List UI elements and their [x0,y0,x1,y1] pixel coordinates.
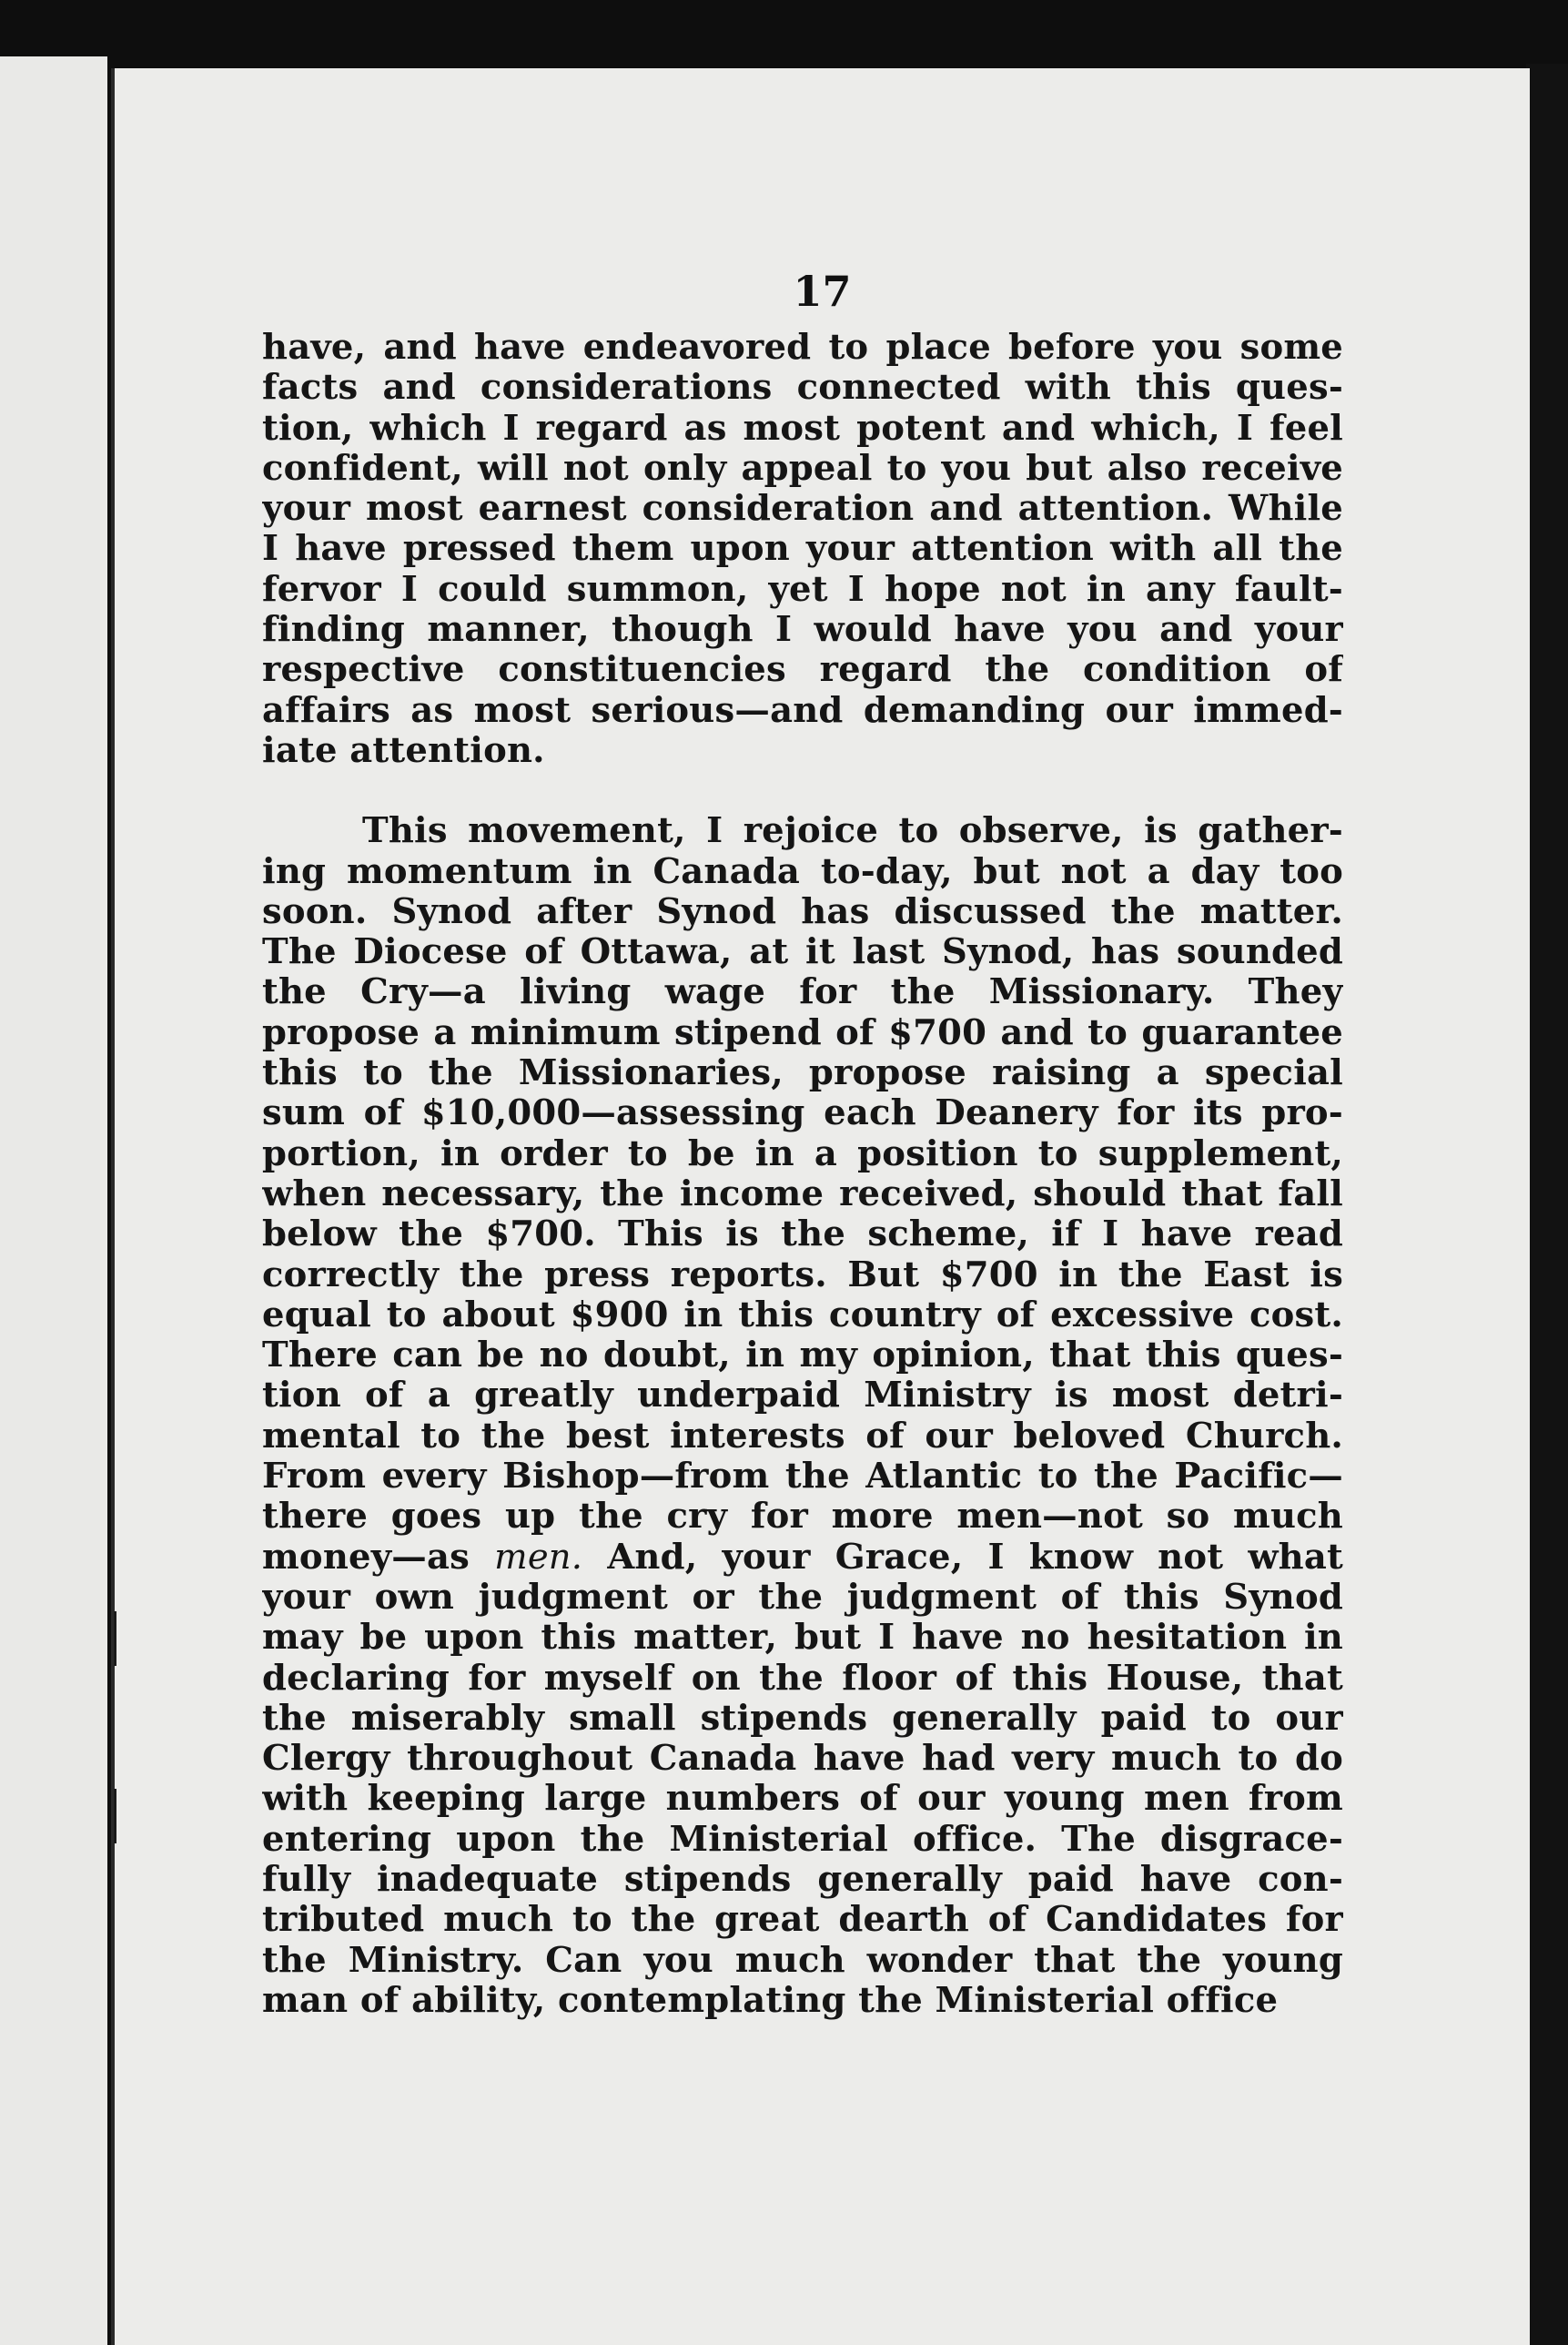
text-line: soon. Synod after Synod has discussed the matter. [262,891,1343,932]
margin-mark [114,1611,116,1666]
text-line: tributed much to the great dearth of Candidates for [262,1900,1343,1941]
body-text [262,328,1343,2021]
text-line: the Cry—a living wage for the Missionary. They [262,972,1343,1013]
text-line: the miserably small stipends generally paid to our [262,1698,1343,1739]
text-line: tion of a greatly underpaid Ministry is most detri- [262,1376,1343,1416]
paragraph-1 [262,328,1343,771]
document-page [111,68,1530,2345]
text-line: entering upon the Ministerial office. The disgrace- [262,1819,1343,1860]
text-line: there goes up the cry for more men—not so much [262,1497,1343,1538]
text-line: There can be no doubt, in my opinion, that this ques- [262,1335,1343,1376]
text-line: ing momentum in Canada to-day, but not a day too [262,851,1343,892]
text-line: facts and considerations connected with this ques- [262,368,1343,409]
right-shadow [1526,64,1568,2345]
left-page-edge [0,56,107,2345]
text-line: have, and have endeavored to place before you some [262,328,1343,368]
text-line: respective constituencies regard the condition of [262,650,1343,691]
text-line: The Diocese of Ottawa, at it last Synod, has sounded [262,932,1343,973]
margin-mark [114,1789,116,1843]
text-line: equal to about $900 in this country of excessive cost. [262,1294,1343,1335]
text-line: when necessary, the income received, should that fall [262,1173,1343,1214]
text-line: iate attention. [262,730,545,771]
text-line: tion, which I regard as most potent and which, I feel [262,408,1343,449]
text-line: finding manner, though I would have you and your [262,610,1343,651]
text-line: your own judgment or the judgment of this Synod [262,1577,1343,1618]
text-line: man of ability, contemplating the Ministerial office [262,1980,1279,2021]
text-line: may be upon this matter, but I have no hesitation in [262,1618,1343,1659]
text-line: fully inadequate stipends generally paid have con- [262,1859,1343,1900]
text-line: your most earnest consideration and attention. While [262,489,1343,530]
text-line: I have pressed them upon your attention with all the [262,529,1343,570]
text-line: This movement, I rejoice to observe, is gather- [362,811,1343,852]
text-line: declaring for myself on the floor of this House, that [262,1658,1343,1699]
text-line: with keeping large numbers of our young men from [262,1779,1343,1820]
text-line: money—as men. And, your Grace, I know not what [262,1537,1343,1578]
text-line: sum of $10,000—assessing each Deanery for its pro- [262,1093,1343,1134]
text-line: correctly the press reports. But $700 in the East is [262,1254,1343,1295]
text-line: below the $700. This is the scheme, if I have read [262,1214,1343,1255]
text-line: this to the Missionaries, propose raising a special [262,1053,1343,1094]
text-line: fervor I could summon, yet I hope not in any fault- [262,569,1343,610]
paragraph-2 [262,811,1343,2021]
text-line: mental to the best interests of our beloved Church. [262,1416,1343,1457]
paragraph-break [262,771,1343,811]
page-number: 17 [793,267,852,316]
text-line: the Ministry. Can you much wonder that the young [262,1940,1343,1981]
text-line: propose a minimum stipend of $700 and to guarantee [262,1012,1343,1053]
text-line: portion, in order to be in a position to supplement, [262,1133,1343,1174]
text-line: affairs as most serious—and demanding our immed- [262,690,1343,731]
text-line: Clergy throughout Canada have had very much to do [262,1739,1343,1780]
text-line: confident, will not only appeal to you but also receive [262,448,1343,489]
text-line: From every Bishop—from the Atlantic to the Pacific— [262,1457,1343,1497]
